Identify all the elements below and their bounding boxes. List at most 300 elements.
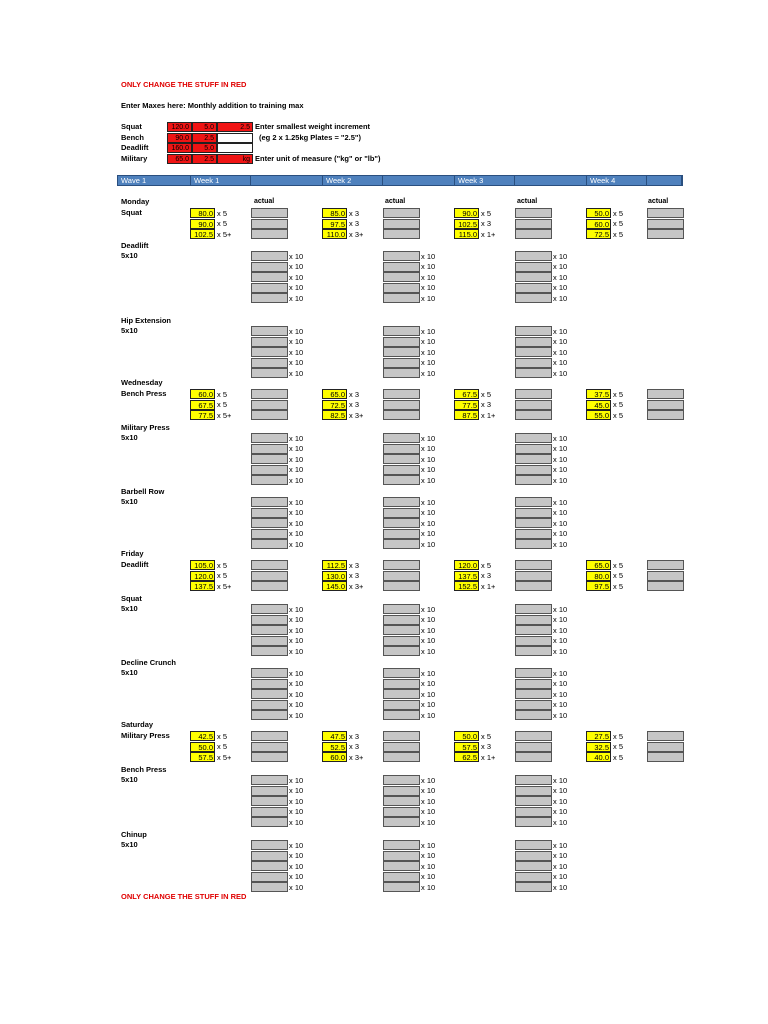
accessory-input-cell[interactable] [515,700,552,710]
planned-weight-cell: 80.0 [586,571,611,581]
accessory-input-cell[interactable] [251,293,288,303]
blank-header-cell [251,176,323,185]
max-lift-label: Squat [121,122,142,131]
accessory-input-cell[interactable] [383,337,420,347]
accessory-input-cell[interactable] [515,679,552,689]
actual-input-cell[interactable] [647,229,684,239]
accessory-reps: x 10 [553,636,568,646]
accessory-reps: x 10 [553,775,568,785]
accessory-input-cell[interactable] [515,775,552,785]
actual-input-cell[interactable] [515,389,552,399]
max-value-cell[interactable]: 90.0 [167,133,192,143]
accessory-input-cell[interactable] [383,539,420,549]
accessory-input-cell[interactable] [383,840,420,850]
accessory-input-cell[interactable] [515,710,552,720]
rep-scheme: x 1+ [481,410,496,420]
planned-weight-cell: 97.5 [586,581,611,591]
accessory-input-cell[interactable] [383,817,420,827]
accessory-input-cell[interactable] [515,251,552,261]
accessory-input-cell[interactable] [515,358,552,368]
accessory-input-cell[interactable] [251,475,288,485]
accessory-reps: x 10 [289,262,304,272]
accessory-input-cell[interactable] [383,251,420,261]
planned-weight-cell: 80.0 [190,208,215,218]
accessory-input-cell[interactable] [251,518,288,528]
accessory-input-cell[interactable] [515,497,552,507]
accessory-reps: x 10 [421,840,436,850]
accessory-reps: x 10 [421,710,436,720]
accessory-input-cell[interactable] [515,326,552,336]
actual-input-cell[interactable] [383,742,420,752]
actual-input-cell[interactable] [251,229,288,239]
accessory-input-cell[interactable] [515,615,552,625]
accessory-input-cell[interactable] [515,262,552,272]
accessory-input-cell[interactable] [251,508,288,518]
accessory-reps: x 10 [289,368,304,378]
accessory-reps: x 10 [289,668,304,678]
actual-input-cell[interactable] [383,731,420,741]
accessory-reps: x 10 [553,615,568,625]
accessory-reps: x 10 [289,882,304,892]
accessory-input-cell[interactable] [383,293,420,303]
actual-input-cell[interactable] [251,752,288,762]
accessory-input-cell[interactable] [251,433,288,443]
planned-weight-cell: 50.0 [190,742,215,752]
accessory-input-cell[interactable] [515,539,552,549]
actual-input-cell[interactable] [515,208,552,218]
accessory-input-cell[interactable] [515,465,552,475]
accessory-reps: x 10 [421,326,436,336]
rep-scheme: x 5 [613,410,624,420]
accessory-reps: x 10 [421,817,436,827]
accessory-input-cell[interactable] [383,518,420,528]
accessory-reps: x 10 [553,262,568,272]
accessory-reps: x 10 [289,326,304,336]
accessory-reps: x 10 [289,636,304,646]
accessory-input-cell[interactable] [515,668,552,678]
actual-input-cell[interactable] [251,389,288,399]
accessory-reps: x 10 [289,679,304,689]
actual-input-cell[interactable] [251,410,288,420]
accessory-input-cell[interactable] [251,775,288,785]
accessory-input-cell[interactable] [383,646,420,656]
accessory-input-cell[interactable] [515,840,552,850]
rep-scheme: x 5+ [217,752,232,762]
accessory-input-cell[interactable] [383,786,420,796]
actual-input-cell[interactable] [515,410,552,420]
actual-input-cell[interactable] [515,560,552,570]
accessory-reps: x 10 [553,872,568,882]
accessory-input-cell[interactable] [251,539,288,549]
accessory-input-cell[interactable] [383,710,420,720]
rep-scheme: x 5 [613,571,624,580]
accessory-input-cell[interactable] [251,465,288,475]
accessory-label: Deadlift [121,241,149,250]
accessory-input-cell[interactable] [251,604,288,614]
accessory-reps: x 10 [421,293,436,303]
accessory-input-cell[interactable] [515,444,552,454]
accessory-reps: x 10 [553,272,568,282]
setting-cell[interactable]: 2.5 [217,122,253,132]
accessory-reps: x 10 [421,444,436,454]
accessory-input-cell[interactable] [515,518,552,528]
accessory-reps: x 10 [421,689,436,699]
accessory-input-cell[interactable] [383,796,420,806]
accessory-reps: x 10 [553,625,568,635]
accessory-input-cell[interactable] [383,262,420,272]
planned-weight-cell: 37.5 [586,389,611,399]
planned-weight-cell: 55.0 [586,410,611,420]
accessory-input-cell[interactable] [383,475,420,485]
accessory-input-cell[interactable] [515,368,552,378]
actual-input-cell[interactable] [383,581,420,591]
rep-scheme: x 5 [613,229,624,239]
rep-scheme: x 3 [349,208,360,218]
accessory-input-cell[interactable] [251,444,288,454]
accessory-input-cell[interactable] [383,807,420,817]
accessory-reps: x 10 [553,444,568,454]
accessory-input-cell[interactable] [515,786,552,796]
accessory-input-cell[interactable] [251,615,288,625]
accessory-reps: x 10 [553,646,568,656]
accessory-input-cell[interactable] [251,326,288,336]
accessory-input-cell[interactable] [383,689,420,699]
accessory-input-cell[interactable] [383,615,420,625]
accessory-input-cell[interactable] [251,337,288,347]
monthly-addition-cell[interactable]: 5.0 [192,122,217,132]
accessory-reps: x 10 [553,710,568,720]
accessory-input-cell[interactable] [383,679,420,689]
main-lift-label: Deadlift [121,560,149,569]
actual-input-cell[interactable] [647,752,684,762]
planned-weight-cell: 62.5 [454,752,479,762]
planned-weight-cell: 105.0 [190,560,215,570]
planned-weight-cell: 77.5 [454,400,479,410]
rep-scheme: x 3+ [349,410,364,420]
actual-input-cell[interactable] [383,560,420,570]
accessory-input-cell[interactable] [383,529,420,539]
accessory-input-cell[interactable] [251,679,288,689]
accessory-input-cell[interactable] [515,861,552,871]
accessory-input-cell[interactable] [251,625,288,635]
accessory-reps: x 10 [421,615,436,625]
actual-input-cell[interactable] [383,400,420,410]
accessory-input-cell[interactable] [251,454,288,464]
main-lift-label: Military Press [121,731,170,740]
rep-scheme: x 5 [481,560,492,570]
accessory-scheme: 5x10 [121,604,138,613]
accessory-reps: x 10 [421,700,436,710]
accessory-input-cell[interactable] [515,689,552,699]
accessory-input-cell[interactable] [515,851,552,861]
week-2-header: Week 2 [323,176,383,185]
accessory-input-cell[interactable] [251,817,288,827]
accessory-input-cell[interactable] [383,775,420,785]
accessory-input-cell[interactable] [383,497,420,507]
accessory-input-cell[interactable] [251,861,288,871]
accessory-input-cell[interactable] [515,807,552,817]
actual-input-cell[interactable] [647,560,684,570]
accessory-input-cell[interactable] [515,337,552,347]
planned-weight-cell: 82.5 [322,410,347,420]
accessory-reps: x 10 [289,807,304,817]
accessory-input-cell[interactable] [383,700,420,710]
max-value-cell[interactable]: 160.0 [167,143,192,153]
accessory-input-cell[interactable] [251,851,288,861]
rep-scheme: x 3 [349,731,360,741]
rep-scheme: x 3 [481,742,492,751]
actual-input-cell[interactable] [647,208,684,218]
accessory-input-cell[interactable] [251,358,288,368]
accessory-input-cell[interactable] [383,444,420,454]
week-4-header: Week 4 [587,176,647,185]
planned-weight-cell: 90.0 [454,208,479,218]
accessory-reps: x 10 [421,337,436,347]
accessory-reps: x 10 [421,786,436,796]
accessory-input-cell[interactable] [515,529,552,539]
max-value-cell[interactable]: 65.0 [167,154,192,164]
actual-input-cell[interactable] [383,208,420,218]
actual-input-cell[interactable] [515,219,552,229]
actual-input-cell[interactable] [383,229,420,239]
accessory-reps: x 10 [289,293,304,303]
accessory-reps: x 10 [553,465,568,475]
accessory-input-cell[interactable] [251,636,288,646]
accessory-input-cell[interactable] [383,433,420,443]
accessory-input-cell[interactable] [251,251,288,261]
actual-input-cell[interactable] [383,389,420,399]
accessory-input-cell[interactable] [515,475,552,485]
accessory-reps: x 10 [289,604,304,614]
accessory-input-cell[interactable] [515,796,552,806]
accessory-reps: x 10 [421,251,436,261]
actual-input-cell[interactable] [515,400,552,410]
accessory-input-cell[interactable] [383,625,420,635]
max-lift-label: Deadlift [121,143,149,152]
planned-weight-cell: 72.5 [322,400,347,410]
actual-input-cell[interactable] [647,219,684,229]
blank-header-cell [647,176,682,185]
accessory-input-cell[interactable] [515,293,552,303]
enter-maxes-label: Enter Maxes here: Monthly addition to training max [121,101,304,110]
accessory-input-cell[interactable] [383,604,420,614]
rep-scheme: x 5 [217,571,228,580]
actual-input-cell[interactable] [515,752,552,762]
actual-input-cell[interactable] [515,571,552,581]
accessory-reps: x 10 [289,539,304,549]
accessory-reps: x 10 [421,882,436,892]
accessory-input-cell[interactable] [251,368,288,378]
monthly-addition-cell[interactable]: 2.5 [192,133,217,143]
actual-input-cell[interactable] [515,229,552,239]
accessory-input-cell[interactable] [515,872,552,882]
accessory-input-cell[interactable] [383,636,420,646]
accessory-input-cell[interactable] [515,433,552,443]
accessory-input-cell[interactable] [383,861,420,871]
monthly-addition-cell[interactable]: 5.0 [192,143,217,153]
accessory-input-cell[interactable] [251,710,288,720]
actual-input-cell[interactable] [647,742,684,752]
accessory-input-cell[interactable] [515,347,552,357]
accessory-reps: x 10 [421,539,436,549]
accessory-input-cell[interactable] [383,882,420,892]
accessory-input-cell[interactable] [251,283,288,293]
rep-scheme: x 5 [217,389,228,399]
accessory-reps: x 10 [553,689,568,699]
accessory-reps: x 10 [553,293,568,303]
accessory-reps: x 10 [553,497,568,507]
accessory-reps: x 10 [421,625,436,635]
accessory-input-cell[interactable] [251,668,288,678]
accessory-input-cell[interactable] [251,529,288,539]
accessory-reps: x 10 [421,475,436,485]
actual-input-cell[interactable] [383,219,420,229]
accessory-input-cell[interactable] [251,786,288,796]
actual-input-cell[interactable] [515,731,552,741]
planned-weight-cell: 102.5 [190,229,215,239]
accessory-reps: x 10 [289,465,304,475]
accessory-input-cell[interactable] [383,465,420,475]
accessory-reps: x 10 [289,358,304,368]
rep-scheme: x 3 [349,560,360,570]
actual-input-cell[interactable] [647,731,684,741]
week-1-header: Week 1 [191,176,251,185]
accessory-input-cell[interactable] [251,689,288,699]
actual-input-cell[interactable] [647,400,684,410]
actual-input-cell[interactable] [647,410,684,420]
monthly-addition-cell[interactable]: 2.5 [192,154,217,164]
accessory-reps: x 10 [421,796,436,806]
accessory-reps: x 10 [421,775,436,785]
actual-input-cell[interactable] [251,571,288,581]
accessory-input-cell[interactable] [251,796,288,806]
accessory-input-cell[interactable] [383,272,420,282]
accessory-reps: x 10 [289,615,304,625]
accessory-reps: x 10 [553,251,568,261]
actual-input-cell[interactable] [647,581,684,591]
rep-scheme: x 3 [349,571,360,580]
actual-input-cell[interactable] [251,400,288,410]
planned-weight-cell: 67.5 [190,400,215,410]
actual-input-cell[interactable] [647,389,684,399]
accessory-reps: x 10 [289,840,304,850]
accessory-input-cell[interactable] [515,636,552,646]
rep-scheme: x 5 [613,219,624,228]
main-lift-label: Squat [121,208,142,217]
accessory-input-cell[interactable] [251,807,288,817]
accessory-input-cell[interactable] [515,882,552,892]
empty-cell [217,143,253,153]
accessory-input-cell[interactable] [383,283,420,293]
accessory-input-cell[interactable] [515,272,552,282]
planned-weight-cell: 32.5 [586,742,611,752]
rep-scheme: x 3 [349,400,360,409]
accessory-reps: x 10 [289,872,304,882]
actual-label: actual [254,198,275,205]
accessory-reps: x 10 [421,454,436,464]
actual-input-cell[interactable] [383,410,420,420]
accessory-scheme: 5x10 [121,433,138,442]
actual-input-cell[interactable] [251,731,288,741]
accessory-input-cell[interactable] [251,646,288,656]
actual-input-cell[interactable] [383,752,420,762]
actual-label: actual [648,198,669,205]
planned-weight-cell: 130.0 [322,571,347,581]
accessory-input-cell[interactable] [515,604,552,614]
accessory-input-cell[interactable] [383,508,420,518]
accessory-input-cell[interactable] [251,497,288,507]
accessory-input-cell[interactable] [251,882,288,892]
accessory-reps: x 10 [421,646,436,656]
planned-weight-cell: 90.0 [190,219,215,229]
max-value-cell[interactable]: 120.0 [167,122,192,132]
accessory-input-cell[interactable] [251,872,288,882]
accessory-input-cell[interactable] [383,872,420,882]
max-lift-label: Bench [121,133,144,142]
actual-input-cell[interactable] [251,219,288,229]
actual-input-cell[interactable] [647,571,684,581]
accessory-input-cell[interactable] [383,326,420,336]
accessory-input-cell[interactable] [251,272,288,282]
accessory-label: Hip Extension [121,316,172,325]
accessory-input-cell[interactable] [251,347,288,357]
accessory-reps: x 10 [289,775,304,785]
planned-weight-cell: 72.5 [586,229,611,239]
rep-scheme: x 1+ [481,229,496,239]
rep-scheme: x 5 [613,752,624,762]
actual-input-cell[interactable] [251,581,288,591]
accessory-input-cell[interactable] [383,851,420,861]
accessory-input-cell[interactable] [251,262,288,272]
actual-input-cell[interactable] [251,742,288,752]
rep-scheme: x 5 [613,400,624,409]
accessory-input-cell[interactable] [251,700,288,710]
accessory-input-cell[interactable] [515,625,552,635]
accessory-input-cell[interactable] [515,646,552,656]
setting-cell[interactable]: kg [217,154,253,164]
accessory-input-cell[interactable] [515,508,552,518]
accessory-input-cell[interactable] [383,668,420,678]
rep-scheme: x 5+ [217,581,232,591]
accessory-reps: x 10 [421,347,436,357]
actual-input-cell[interactable] [515,742,552,752]
accessory-reps: x 10 [553,283,568,293]
accessory-label: Military Press [121,423,170,432]
accessory-input-cell[interactable] [383,368,420,378]
planned-weight-cell: 65.0 [586,560,611,570]
accessory-reps: x 10 [553,861,568,871]
accessory-reps: x 10 [553,679,568,689]
accessory-input-cell[interactable] [383,454,420,464]
accessory-input-cell[interactable] [383,347,420,357]
accessory-reps: x 10 [289,337,304,347]
actual-input-cell[interactable] [251,208,288,218]
actual-input-cell[interactable] [515,581,552,591]
accessory-reps: x 10 [289,433,304,443]
accessory-input-cell[interactable] [515,283,552,293]
accessory-reps: x 10 [421,529,436,539]
accessory-reps: x 10 [553,539,568,549]
accessory-input-cell[interactable] [251,840,288,850]
actual-input-cell[interactable] [383,571,420,581]
accessory-input-cell[interactable] [515,454,552,464]
accessory-input-cell[interactable] [383,358,420,368]
accessory-reps: x 10 [553,786,568,796]
actual-input-cell[interactable] [251,560,288,570]
planned-weight-cell: 40.0 [586,752,611,762]
accessory-input-cell[interactable] [515,817,552,827]
rep-scheme: x 5 [613,742,624,751]
